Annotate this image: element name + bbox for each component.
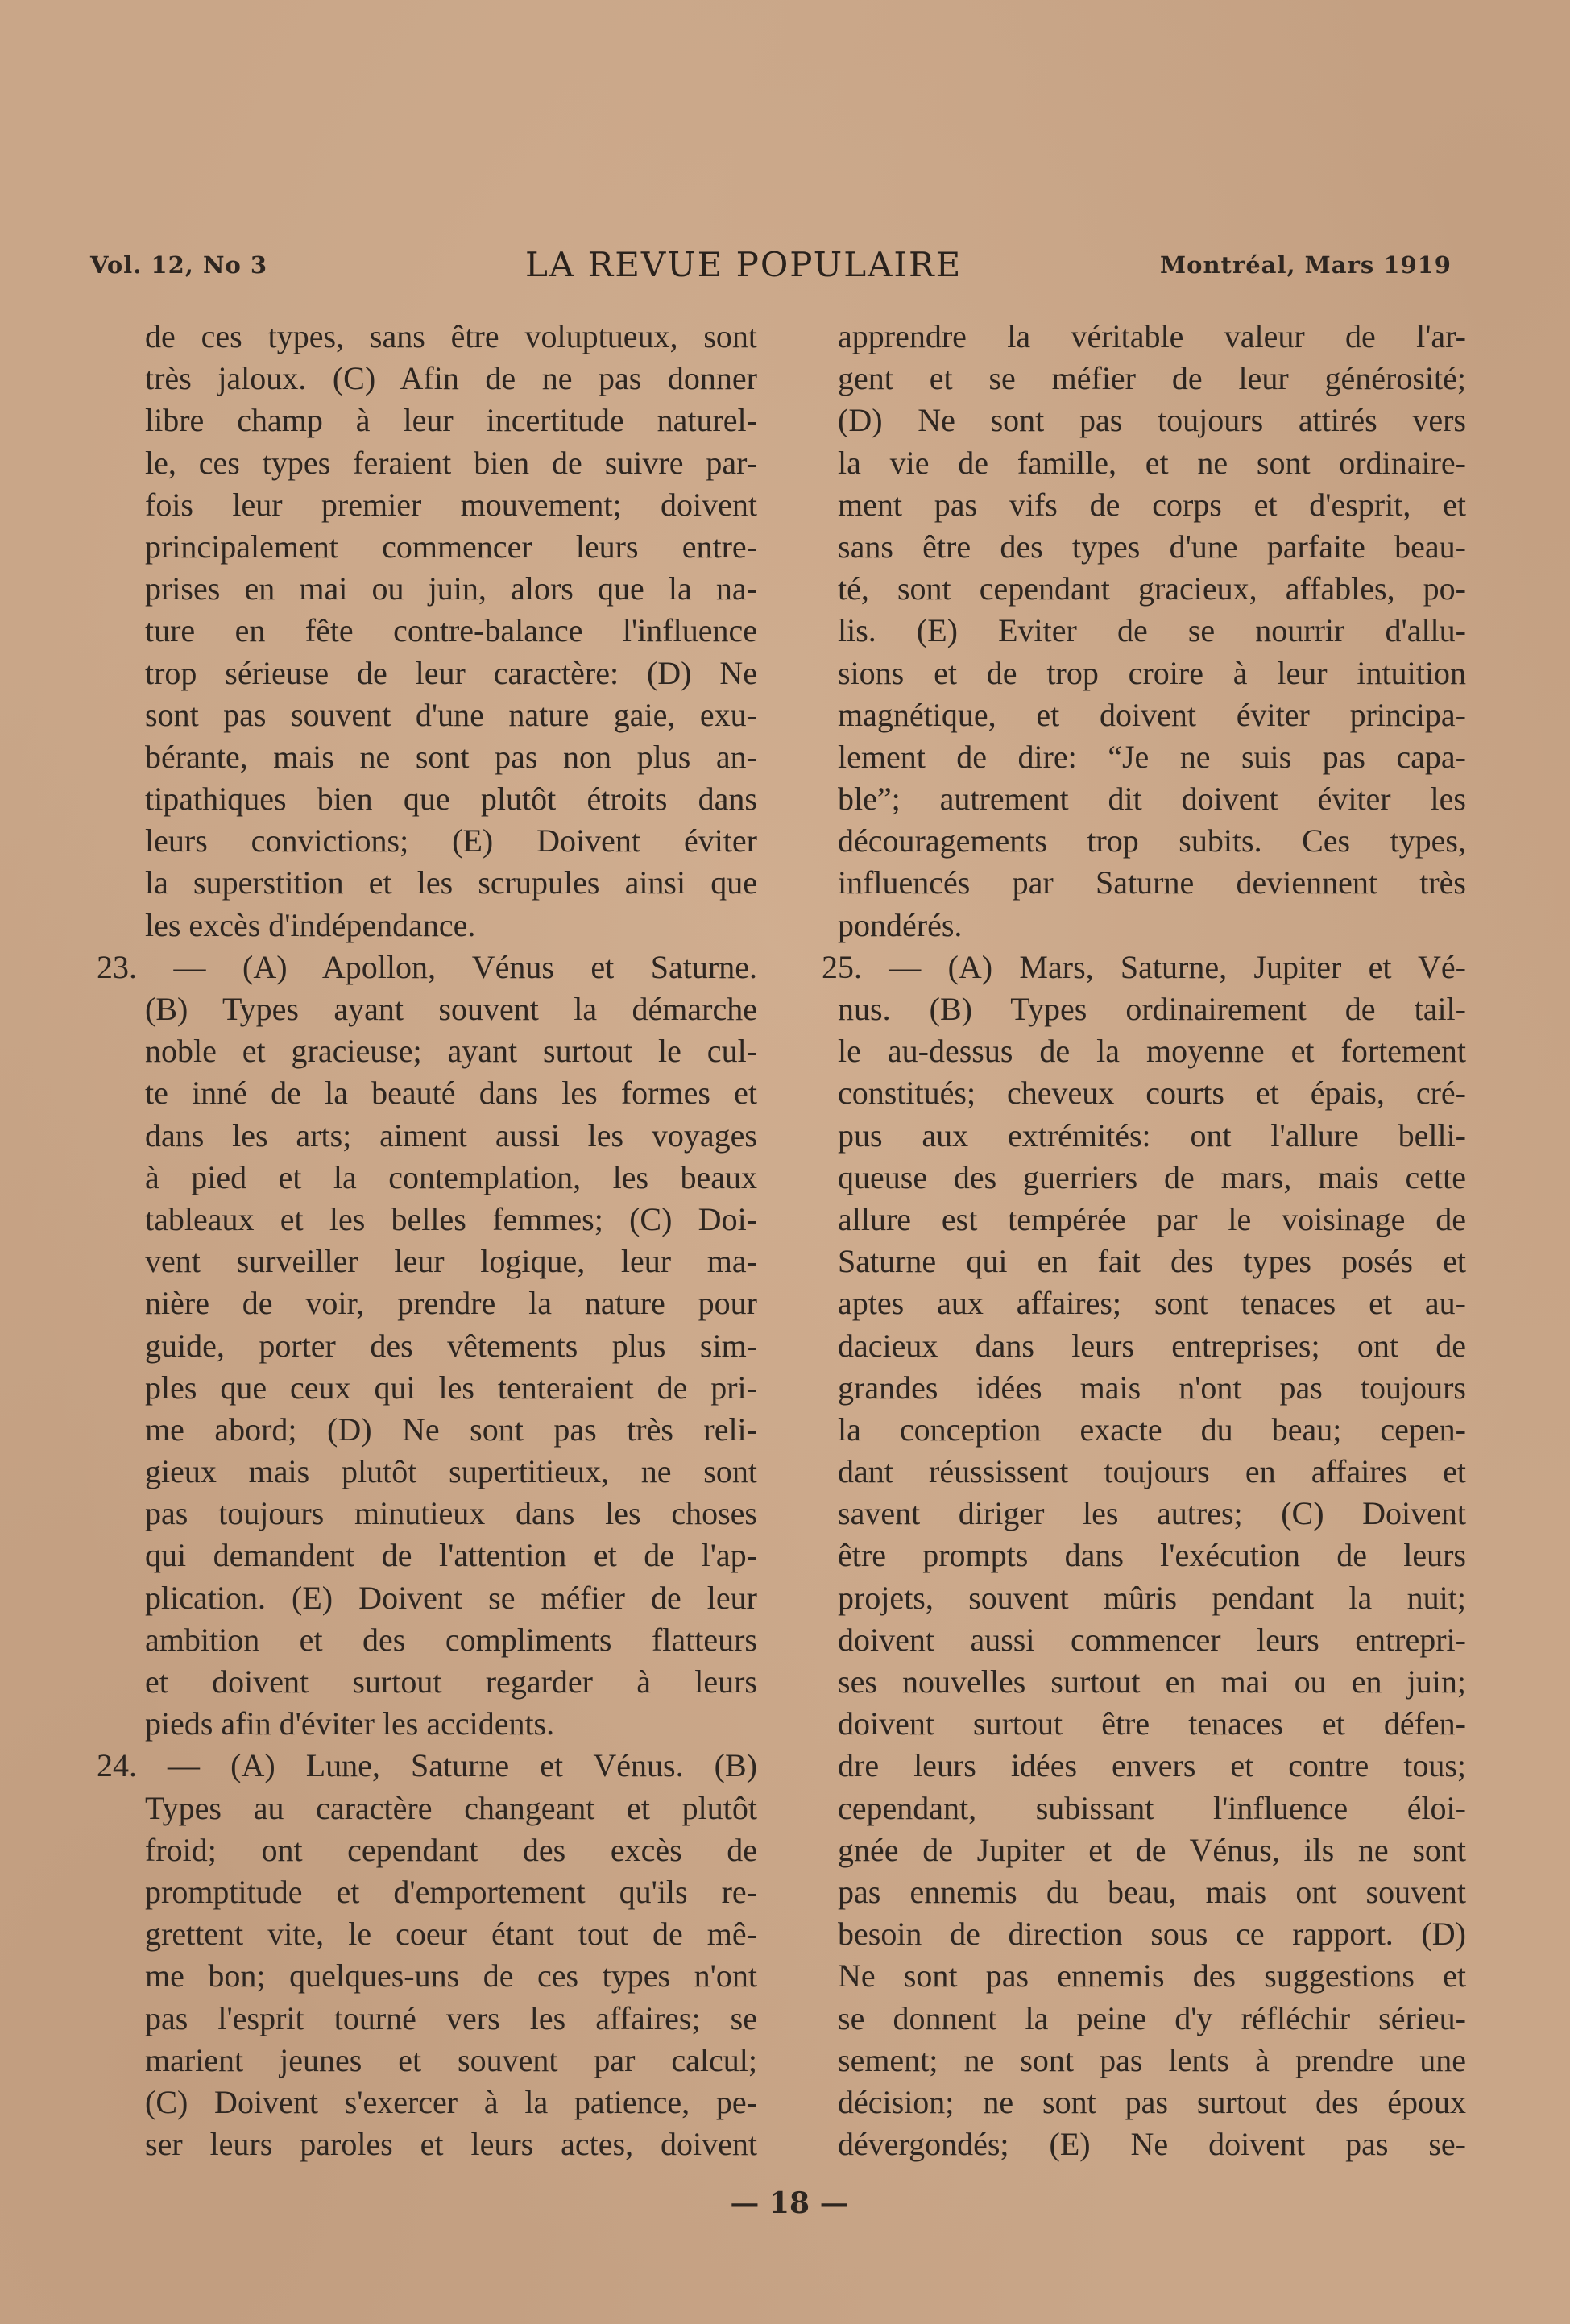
text-line: trop sérieuse de leur caractère: (D) Ne [145,654,757,691]
text-line: aptes aux affaires; sont tenaces et au- [838,1285,1466,1322]
text-line: doivent surtout être tenaces et défen- [838,1705,1466,1742]
right-text-column [822,316,1466,2165]
publication-title: LA REVUE POPULAIRE [525,245,963,284]
text-line: être prompts dans l'exécution de leurs [838,1537,1466,1574]
text-line: Types au caractère changeant et plutôt [145,1789,757,1826]
text-line: froid; ont cependant des excès de [145,1831,757,1868]
text-line: dévergondés; (E) Ne doivent pas se- [838,2126,1466,2163]
text-line: ser leurs paroles et leurs actes, doivent [145,2126,757,2163]
text-line: te inné de la beauté dans les formes et [145,1075,757,1112]
text-line: fois leur premier mouvement; doivent [145,486,757,523]
text-line: marient jeunes et souvent par calcul; [145,2041,757,2078]
text-line: pieds afin d'éviter les accidents. [145,1705,555,1742]
text-line: ambition et des compliments flatteurs [145,1621,757,1658]
text-line: le, ces types feraient bien de suivre par- [145,444,757,481]
text-line: me bon; quelques-uns de ces types n'ont [145,1957,757,1995]
text-line: tipathiques bien que plutôt étroits dans [145,781,757,818]
text-line: doivent aussi commencer leurs entrepri- [838,1621,1466,1658]
text-line: dre leurs idées envers et contre tous; [838,1747,1466,1784]
text-line: pas toujours minutieux dans les choses [145,1495,757,1532]
text-line: me abord; (D) Ne sont pas très reli- [145,1411,757,1448]
text-line: té, sont cependant gracieux, affables, po- [838,570,1466,607]
issue-date: Montréal, Mars 1919 [1160,251,1452,279]
text-line: sement; ne sont pas lents à prendre une [838,2041,1466,2078]
text-line: la conception exacte du beau; cepen- [838,1411,1466,1448]
text-line: promptitude et d'emportement qu'ils re- [145,1873,757,1910]
text-line: plication. (E) Doivent se méfier de leur [145,1579,757,1616]
text-line: sans être des types d'une parfaite beau- [838,528,1466,565]
text-line: pas l'esprit tourné vers les affaires; se [145,1999,757,2036]
text-line: sont pas souvent d'une nature gaie, exu- [145,696,757,733]
text-line: de ces types, sans être voluptueux, sont [145,318,757,354]
text-line: ses nouvelles surtout en mai ou en juin; [838,1663,1466,1700]
text-line: constitués; cheveux courts et épais, cré- [838,1075,1466,1112]
text-line: décision; ne sont pas surtout des époux [838,2083,1466,2120]
text-line: projets, souvent mûris pendant la nuit; [838,1579,1466,1616]
text-line: gieux mais plutôt supertitieux, ne sont [145,1453,757,1490]
text-line: découragements trop subits. Ces types, [838,822,1466,860]
text-line: Ne sont pas ennemis des suggestions et [838,1957,1466,1995]
text-line: prises en mai ou juin, alors que la na- [145,570,757,607]
text-line: et doivent surtout regarder à leurs [145,1663,757,1700]
text-line: savent diriger les autres; (C) Doivent [838,1495,1466,1532]
text-line: 25. — (A) Mars, Saturne, Jupiter et Vé- [822,948,1466,985]
text-line: ples que ceux qui les tenteraient de pri- [145,1369,757,1406]
text-line: à pied et la contemplation, les beaux [145,1158,757,1195]
text-line: gnée de Jupiter et de Vénus, ils ne sont [838,1831,1466,1868]
text-line: lis. (E) Eviter de se nourrir d'allu- [838,612,1466,649]
text-line: nière de voir, prendre la nature pour [145,1285,757,1322]
text-line: grettent vite, le coeur étant tout de mê- [145,1916,757,1953]
text-line: très jaloux. (C) Afin de ne pas donner [145,360,757,397]
text-line: nus. (B) Types ordinairement de tail- [838,991,1466,1027]
text-line: apprendre la véritable valeur de l'ar- [838,318,1466,354]
text-line: pondérés. [838,906,963,943]
text-line: principalement commencer leurs entre- [145,528,757,565]
text-line: la vie de famille, et ne sont ordinaire- [838,444,1466,481]
text-line: (C) Doivent s'exercer à la patience, pe- [145,2083,757,2120]
text-line: pus aux extrémités: ont l'allure belli- [838,1116,1466,1154]
text-line: ble”; autrement dit doivent éviter les [838,781,1466,818]
text-line: ment pas vifs de corps et d'esprit, et [838,486,1466,523]
text-line: 23. — (A) Apollon, Vénus et Saturne. [97,948,757,985]
text-line: vent surveiller leur logique, leur ma- [145,1243,757,1280]
text-line: se donnent la peine d'y réfléchir sérieu- [838,1999,1466,2036]
text-line: (D) Ne sont pas toujours attirés vers [838,402,1466,439]
text-line: dans les arts; aiment aussi les voyages [145,1116,757,1154]
text-line: allure est tempérée par le voisinage de [838,1200,1466,1237]
text-line: guide, porter des vêtements plus sim- [145,1327,757,1364]
text-line: dacieux dans leurs entreprises; ont de [838,1327,1466,1364]
text-line: dant réussissent toujours en affaires et [838,1453,1466,1490]
text-line: cependant, subissant l'influence éloi- [838,1789,1466,1826]
text-line: pas ennemis du beau, mais ont souvent [838,1873,1466,1910]
text-line: queuse des guerriers de mars, mais cette [838,1158,1466,1195]
running-header [90,245,1452,285]
text-line: 24. — (A) Lune, Saturne et Vénus. (B) [97,1747,757,1784]
text-line: bérante, mais ne sont pas non plus an- [145,738,757,775]
text-line: besoin de direction sous ce rapport. (D) [838,1916,1466,1953]
text-line: influencés par Saturne deviennent très [838,864,1466,901]
text-line: la superstition et les scrupules ainsi que [145,864,757,901]
text-line: gent et se méfier de leur générosité; [838,360,1466,397]
text-line: le au-dessus de la moyenne et fortement [838,1033,1466,1070]
text-line: magnétique, et doivent éviter principa- [838,696,1466,733]
text-line: les excès d'indépendance. [145,906,476,943]
text-line: grandes idées mais n'ont pas toujours [838,1369,1466,1406]
text-line: leurs convictions; (E) Doivent éviter [145,822,757,860]
text-line: lement de dire: “Je ne suis pas capa- [838,738,1466,775]
text-line: (B) Types ayant souvent la démarche [145,991,757,1027]
volume-number: Vol. 12, No 3 [90,251,268,279]
text-line: tableaux et les belles femmes; (C) Doi- [145,1200,757,1237]
page-number: — 18 — [730,2186,849,2220]
text-line: noble et gracieuse; ayant surtout le cul- [145,1033,757,1070]
left-text-column [97,316,757,2165]
text-line: sions et de trop croire à leur intuition [838,654,1466,691]
text-line: Saturne qui en fait des types posés et [838,1243,1466,1280]
text-line: ture en fête contre-balance l'influence [145,612,757,649]
text-line: qui demandent de l'attention et de l'ap- [145,1537,757,1574]
text-line: libre champ à leur incertitude naturel- [145,402,757,439]
